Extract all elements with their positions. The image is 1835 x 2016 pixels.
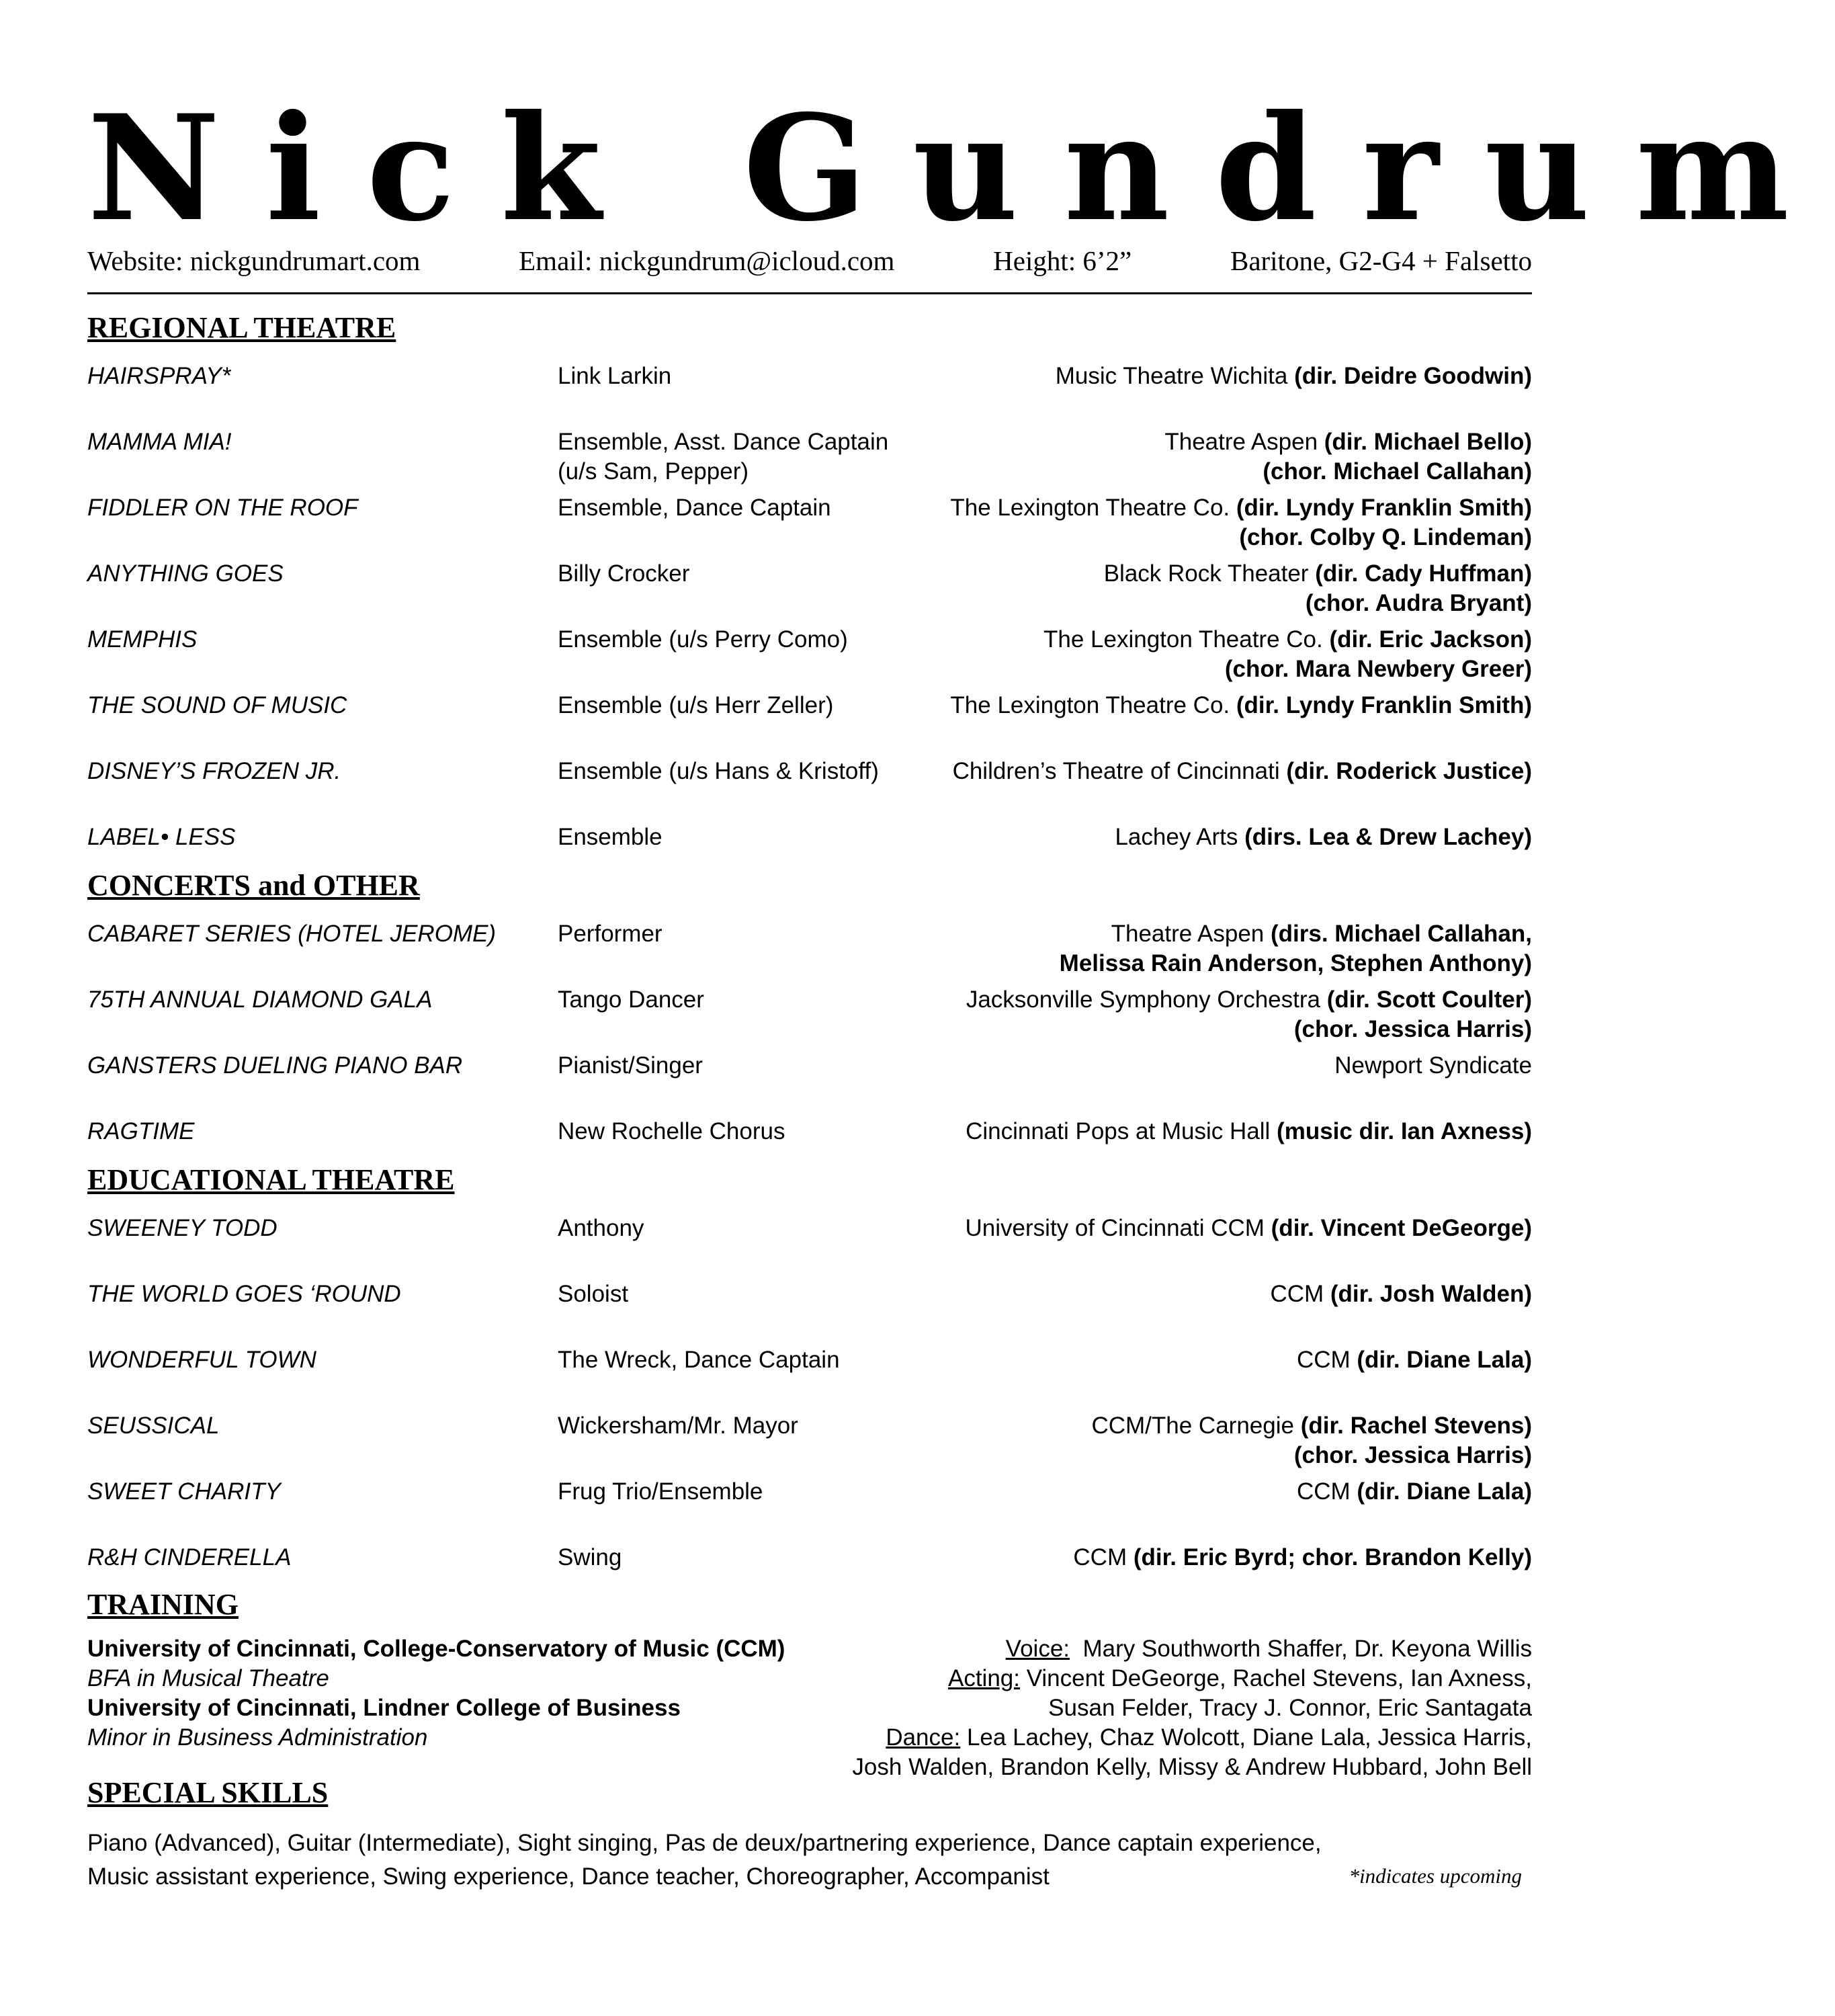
choreographer: (chor. Jessica Harris): [1293, 1442, 1532, 1468]
venue: [1297, 1477, 1532, 1507]
venue: [1091, 1411, 1532, 1470]
choreographer: (chor. Audra Bryant): [1305, 590, 1532, 616]
voice-teachers: Mary Southworth Shaffer, Dr. Keyona Willis: [1070, 1636, 1532, 1662]
venue: [1297, 1345, 1532, 1375]
venue-name: Cincinnati Pops at Music Hall: [966, 1118, 1277, 1144]
role: [558, 427, 888, 487]
role: Ensemble: [558, 824, 663, 850]
show-title: SWEET CHARITY: [87, 1478, 281, 1505]
acting-teachers: Vincent DeGeorge, Rachel Stevens, Ian Axness,: [1019, 1665, 1532, 1691]
venue-name: CCM: [1270, 1281, 1330, 1307]
role: Frug Trio/Ensemble: [558, 1478, 763, 1505]
director: (dir. Cady Huffman): [1315, 560, 1532, 587]
director: (dirs. Lea & Drew Lachey): [1244, 824, 1532, 850]
role: Wickersham/Mr. Mayor: [558, 1413, 798, 1439]
venue-name: Jacksonville Symphony Orchestra: [966, 986, 1327, 1013]
skills-line: Piano (Advanced), Guitar (Intermediate), Sight singing, Pas de deux/partnering experience, Dance captain experience,: [87, 1830, 1322, 1856]
venue-name: Theatre Aspen: [1111, 921, 1271, 947]
degree: Minor in Business Administration: [87, 1724, 428, 1751]
choreographer: (chor. Colby Q. Lindeman): [1239, 524, 1532, 550]
show-title: THE WORLD GOES ‘ROUND: [87, 1281, 401, 1307]
show-title: CABARET SERIES (HOTEL JEROME): [87, 921, 497, 947]
choreographer: (chor. Jessica Harris): [1293, 1016, 1532, 1042]
show-title: DISNEY’S FROZEN JR.: [87, 758, 341, 784]
role-line: Ensemble, Asst. Dance Captain: [558, 429, 889, 455]
website-text: Website: nickgundrumart.com: [87, 245, 421, 276]
choreographer: (chor. Mara Newbery Greer): [1224, 656, 1532, 682]
role: Soloist: [558, 1281, 629, 1307]
role: Pianist/Singer: [558, 1052, 703, 1079]
venue-name: University of Cincinnati CCM: [965, 1215, 1271, 1241]
director: (dir. Lyndy Franklin Smith): [1236, 495, 1532, 521]
show-title: R&H CINDERELLA: [87, 1544, 292, 1570]
section-heading-educational: EDUCATIONAL THEATRE: [87, 1163, 455, 1196]
director: (dir. Eric Byrd; chor. Brandon Kelly): [1133, 1544, 1532, 1570]
role: Anthony: [558, 1215, 644, 1241]
role: Ensemble (u/s Herr Zeller): [558, 692, 834, 718]
role: The Wreck, Dance Captain: [558, 1347, 840, 1373]
email-text: Email: nickgundrum@icloud.com: [519, 245, 895, 276]
show-title: LABEL• LESS: [87, 824, 236, 850]
venue-name: CCM: [1296, 1478, 1357, 1505]
voice-label: Voice:: [1005, 1636, 1070, 1662]
venue: [1043, 625, 1532, 684]
role: Ensemble, Dance Captain: [558, 495, 831, 521]
role-line: (u/s Sam, Pepper): [558, 458, 749, 485]
venue: [1056, 362, 1532, 391]
venue: [950, 493, 1532, 552]
venue: [1164, 427, 1532, 487]
venue-name: Children’s Theatre of Cincinnati: [952, 758, 1287, 784]
show-title: MAMMA MIA!: [87, 429, 232, 455]
director: (dirs. Michael Callahan,: [1271, 921, 1532, 947]
section-heading-skills: SPECIAL SKILLS: [87, 1776, 329, 1809]
venue: [966, 1214, 1532, 1243]
dance-label: Dance:: [886, 1724, 961, 1751]
director: (dir. Vincent DeGeorge): [1271, 1215, 1532, 1241]
show-title: GANSTERS DUELING PIANO BAR: [87, 1052, 463, 1079]
skills-line: Music assistant experience, Swing experience, Dance teacher, Choreographer, Accompanist: [87, 1863, 1050, 1890]
acting-teachers-continued: Susan Felder, Tracy J. Connor, Eric Santagata: [1048, 1695, 1532, 1721]
venue: [1115, 823, 1532, 852]
acting-label: Acting:: [947, 1665, 1020, 1691]
venue-name: CCM: [1073, 1544, 1134, 1570]
degree: BFA in Musical Theatre: [87, 1665, 329, 1691]
venue: [1334, 1051, 1532, 1081]
role: Ensemble (u/s Perry Como): [558, 626, 848, 653]
role: Swing: [558, 1544, 622, 1570]
role: Ensemble (u/s Hans & Kristoff): [558, 758, 879, 784]
show-title: SWEENEY TODD: [87, 1215, 278, 1241]
section-heading-concerts: CONCERTS and OTHER: [87, 869, 420, 902]
venue-name: The Lexington Theatre Co.: [950, 692, 1236, 718]
skills-text: [87, 1826, 1532, 1894]
venue: [950, 691, 1532, 720]
venue-name: CCM: [1296, 1347, 1357, 1373]
show-title: 75TH ANNUAL DIAMOND GALA: [87, 986, 433, 1013]
performer-name: Nick Gundrum: [87, 83, 1835, 253]
section-heading-training: TRAINING: [87, 1588, 239, 1621]
director: (dir. Roderick Justice): [1286, 758, 1532, 784]
school-name: University of Cincinnati, Lindner College of Business: [87, 1695, 681, 1721]
show-title: WONDERFUL TOWN: [87, 1347, 316, 1373]
education-block: [87, 1634, 785, 1753]
dance-teachers: Lea Lachey, Chaz Wolcott, Diane Lala, Jessica Harris,: [960, 1724, 1532, 1751]
role: Link Larkin: [558, 363, 672, 389]
contact-line: [87, 242, 1532, 280]
director: (dir. Michael Bello): [1324, 429, 1532, 455]
role: Billy Crocker: [558, 560, 690, 587]
dance-teachers-continued: Josh Walden, Brandon Kelly, Missy & Andrew Hubbard, John Bell: [852, 1754, 1532, 1780]
height-text: Height: 6’2”: [993, 245, 1132, 276]
show-title: FIDDLER ON THE ROOF: [87, 495, 358, 521]
show-title: RAGTIME: [87, 1118, 195, 1144]
venue: [966, 1117, 1532, 1146]
director-continued: Melissa Rain Anderson, Stephen Anthony): [1059, 950, 1532, 976]
show-title: MEMPHIS: [87, 626, 198, 653]
show-title: THE SOUND OF MUSIC: [87, 692, 347, 718]
choreographer: (chor. Michael Callahan): [1263, 458, 1532, 485]
venue: [1270, 1279, 1532, 1309]
director: (dir. Deidre Goodwin): [1294, 363, 1532, 389]
show-title: ANYTHING GOES: [87, 560, 284, 587]
director: (dir. Rachel Stevens): [1300, 1413, 1532, 1439]
director: (music dir. Ian Axness): [1277, 1118, 1532, 1144]
venue-name: CCM/The Carnegie: [1091, 1413, 1301, 1439]
school-name: University of Cincinnati, College-Conservatory of Music (CCM): [87, 1636, 785, 1662]
director: (dir. Josh Walden): [1330, 1281, 1532, 1307]
venue-name: Black Rock Theater: [1103, 560, 1316, 587]
venue: [1104, 559, 1532, 618]
venue: [953, 757, 1532, 786]
role: New Rochelle Chorus: [558, 1118, 785, 1144]
venue: [966, 985, 1532, 1044]
director: (dir. Diane Lala): [1357, 1347, 1532, 1373]
venue-name: Newport Syndicate: [1334, 1052, 1532, 1079]
venue-name: Music Theatre Wichita: [1055, 363, 1295, 389]
venue-name: Theatre Aspen: [1164, 429, 1324, 455]
upcoming-note: *indicates upcoming: [1349, 1864, 1522, 1888]
venue-name: The Lexington Theatre Co.: [1043, 626, 1330, 653]
voice-type-text: Baritone, G2-G4 + Falsetto: [1230, 245, 1532, 276]
section-heading-regional: REGIONAL THEATRE: [87, 311, 396, 344]
director: (dir. Lyndy Franklin Smith): [1236, 692, 1532, 718]
director: (dir. Eric Jackson): [1329, 626, 1532, 653]
director: (dir. Scott Coulter): [1326, 986, 1532, 1013]
role: Tango Dancer: [558, 986, 704, 1013]
teachers-block: [852, 1634, 1532, 1782]
header-divider: [87, 292, 1532, 294]
director: (dir. Diane Lala): [1357, 1478, 1532, 1505]
venue-name: The Lexington Theatre Co.: [950, 495, 1236, 521]
venue: [1060, 919, 1532, 978]
venue: [1073, 1543, 1532, 1572]
show-title: SEUSSICAL: [87, 1413, 220, 1439]
role: Performer: [558, 921, 663, 947]
show-title: HAIRSPRAY*: [87, 363, 231, 389]
venue-name: Lachey Arts: [1115, 824, 1245, 850]
